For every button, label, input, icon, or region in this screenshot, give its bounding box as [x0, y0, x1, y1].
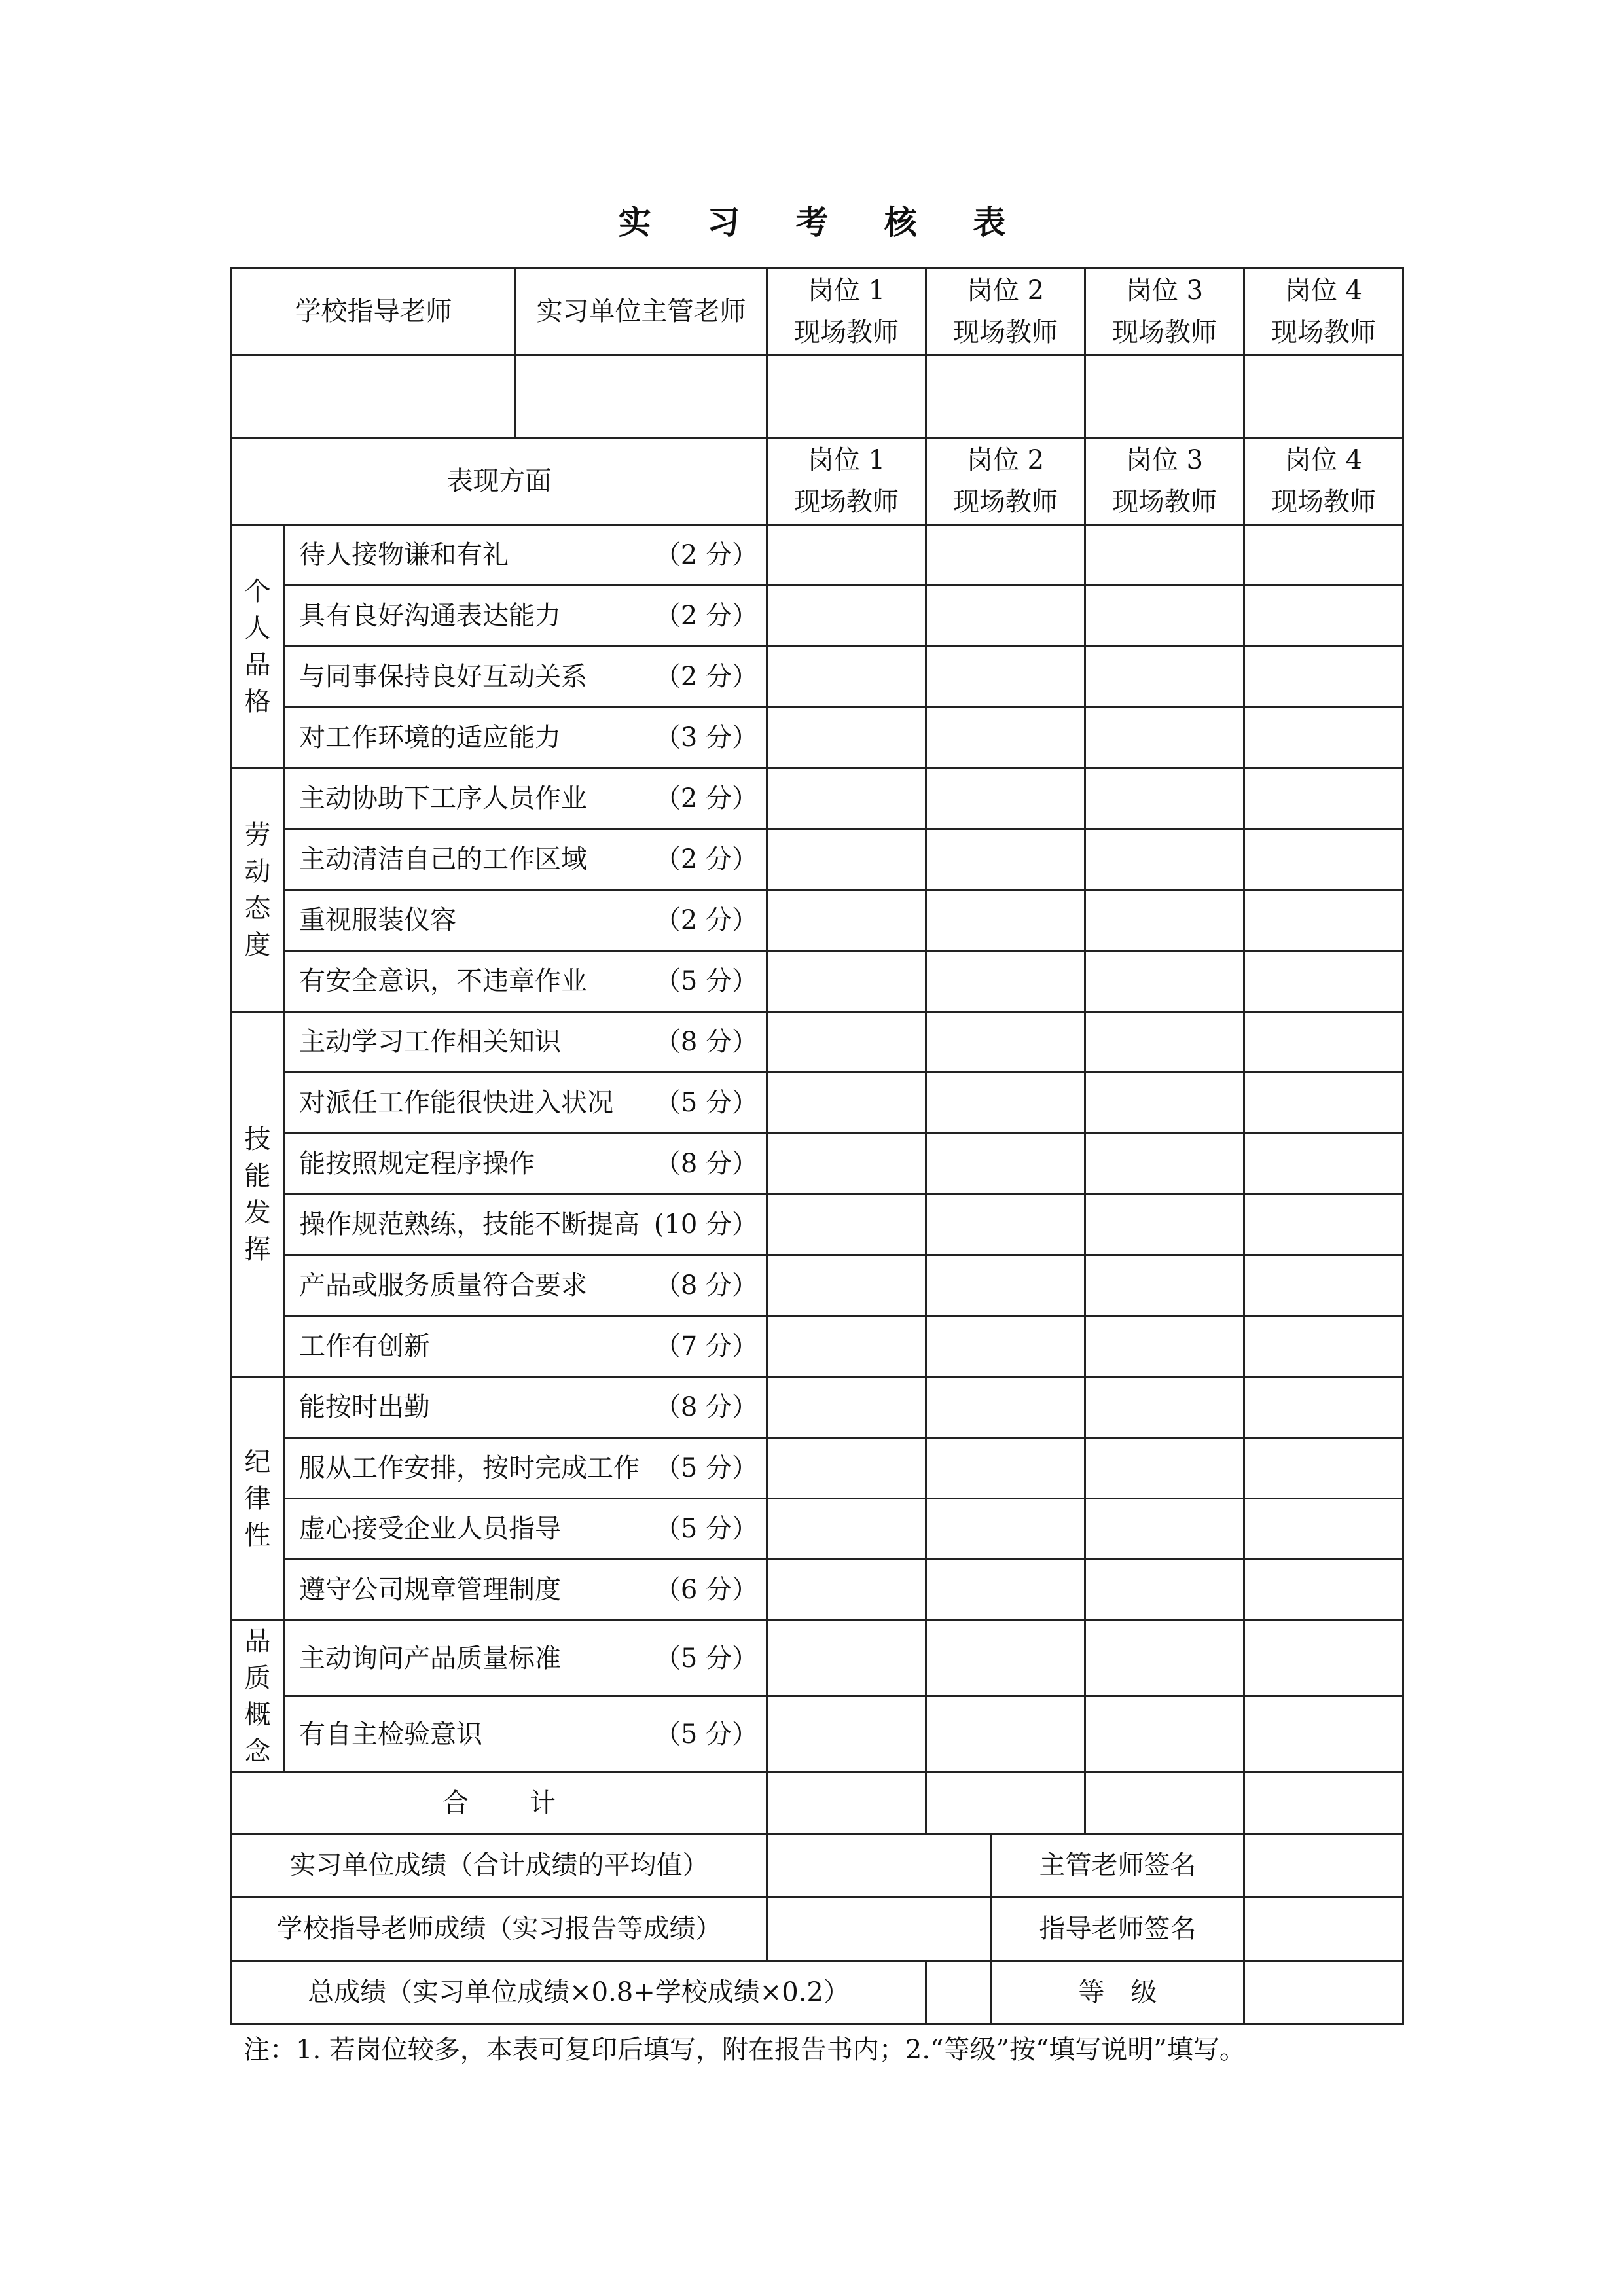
post-4-name-cell[interactable]	[1244, 355, 1403, 438]
score-cell-post-3[interactable]	[1085, 1377, 1244, 1438]
item-content	[285, 902, 766, 939]
item-label: 虚心接受企业人员指导	[299, 1514, 561, 1544]
item-content	[285, 537, 766, 573]
score-cell-post-4[interactable]	[1244, 1194, 1403, 1255]
score-cell-post-4[interactable]	[1244, 768, 1403, 829]
score-cell-post-1[interactable]	[767, 708, 926, 768]
item-row	[232, 647, 1403, 708]
grade-label: 等级	[992, 1961, 1244, 2024]
score-cell-post-3[interactable]	[1085, 1438, 1244, 1499]
item-cell	[284, 1316, 767, 1377]
item-points: （5 分）	[654, 1453, 758, 1483]
score-cell-post-3[interactable]	[1085, 768, 1244, 829]
score-cell-post-4[interactable]	[1244, 890, 1403, 951]
item-points: (10 分）	[653, 1210, 758, 1240]
item-row	[232, 525, 1403, 586]
item-points: （5 分）	[654, 1514, 758, 1544]
group-name-cell	[232, 1012, 284, 1377]
score-cell-post-3[interactable]	[1085, 525, 1244, 586]
item-cell	[284, 768, 767, 829]
item-content	[285, 1571, 766, 1608]
group-name-char: 品	[244, 649, 271, 680]
item-cell	[284, 1696, 767, 1772]
item-cell	[284, 1012, 767, 1073]
item-label: 遵守公司规章管理制度	[299, 1575, 561, 1605]
school-score-label: 学校指导老师成绩（实习报告等成绩）	[232, 1897, 767, 1961]
group-name-char: 性	[244, 1520, 271, 1551]
score-cell-post-4[interactable]	[1244, 1438, 1403, 1499]
footnote: 注：1. 若岗位较多，本表可复印后填写，附在报告书内；2.“等级”按“填写说明”填写。	[244, 2035, 1246, 2065]
score-cell-post-3[interactable]	[1085, 708, 1244, 768]
score-cell-post-3[interactable]	[1085, 890, 1244, 951]
school-teacher-header: 学校指导老师	[232, 268, 516, 355]
item-row	[232, 1073, 1403, 1134]
item-label: 与同事保持良好互动关系	[299, 662, 587, 692]
score-cell-post-4[interactable]	[1244, 1696, 1403, 1772]
item-row	[232, 1560, 1403, 1621]
score-cell-post-1[interactable]	[767, 647, 926, 708]
score-cell-post-4[interactable]	[1244, 1073, 1403, 1134]
score-cell-post-3[interactable]	[1085, 586, 1244, 647]
unit-score-label: 实习单位成绩（合计成绩的平均值）	[232, 1834, 767, 1897]
score-cell-post-2[interactable]	[926, 829, 1085, 890]
score-cell-post-1[interactable]	[767, 1012, 926, 1073]
group-name-cell	[232, 1377, 284, 1621]
teacher-sign-field[interactable]	[1244, 1897, 1403, 1961]
unit-teacher-name-cell[interactable]	[516, 355, 767, 438]
item-cell	[284, 708, 767, 768]
item-label: 主动学习工作相关知识	[299, 1027, 561, 1057]
item-cell	[284, 647, 767, 708]
score-cell-post-3[interactable]	[1085, 951, 1244, 1012]
score-cell-post-4[interactable]	[1244, 1377, 1403, 1438]
item-row	[232, 1696, 1403, 1772]
post-1-name-cell[interactable]	[767, 355, 926, 438]
score-cell-post-1[interactable]	[767, 1696, 926, 1772]
item-points: （2 分）	[654, 540, 758, 570]
score-cell-post-3[interactable]	[1085, 1255, 1244, 1316]
item-row	[232, 708, 1403, 768]
score-cell-post-2[interactable]	[926, 525, 1085, 586]
score-cell-post-4[interactable]	[1244, 1621, 1403, 1696]
final-score-label: 总成绩（实习单位成绩×0.8+学校成绩×0.2）	[232, 1961, 926, 2024]
item-label: 工作有创新	[299, 1331, 430, 1361]
total-cell-post-4[interactable]	[1244, 1772, 1403, 1834]
item-content	[285, 658, 766, 695]
score-cell-post-2[interactable]	[926, 1073, 1085, 1134]
group-name-char: 概	[244, 1699, 271, 1730]
score-cell-post-2[interactable]	[926, 647, 1085, 708]
group-name-char: 个	[244, 576, 271, 607]
item-label: 待人接物谦和有礼	[299, 540, 509, 570]
score-cell-post-4[interactable]	[1244, 829, 1403, 890]
score-cell-post-2[interactable]	[926, 1438, 1085, 1499]
score-cell-post-4[interactable]	[1244, 1560, 1403, 1621]
item-content	[285, 841, 766, 878]
item-content	[285, 1206, 766, 1243]
group-name-char: 品	[244, 1626, 271, 1657]
post-2-header: 岗位 2 现场教师	[926, 268, 1085, 355]
score-cell-post-2[interactable]	[926, 1621, 1085, 1696]
item-cell	[284, 1377, 767, 1438]
score-cell-post-1[interactable]	[767, 890, 926, 951]
supervisor-sign-field[interactable]	[1244, 1834, 1403, 1897]
item-points: （2 分）	[654, 844, 758, 874]
item-points: （5 分）	[654, 1719, 758, 1749]
score-cell-post-4[interactable]	[1244, 1012, 1403, 1073]
item-label: 服从工作安排，按时完成工作	[299, 1453, 640, 1483]
post-1-header: 岗位 1 现场教师	[767, 268, 926, 355]
school-score-value[interactable]	[767, 1897, 992, 1961]
score-cell-post-3[interactable]	[1085, 1621, 1244, 1696]
item-content	[285, 1640, 766, 1677]
score-cell-post-1[interactable]	[767, 1255, 926, 1316]
group-name-char: 格	[244, 686, 271, 717]
item-cell	[284, 1194, 767, 1255]
item-points: （7 分）	[654, 1331, 758, 1361]
total-cell-post-3[interactable]	[1085, 1772, 1244, 1834]
item-label: 主动协助下工序人员作业	[299, 783, 587, 814]
score-cell-post-4[interactable]	[1244, 647, 1403, 708]
score-cell-post-4[interactable]	[1244, 586, 1403, 647]
group-name-char: 发	[244, 1197, 271, 1228]
item-row	[232, 1377, 1403, 1438]
supervisor-sign-label: 主管老师签名	[992, 1834, 1244, 1897]
group-name-char: 态	[244, 893, 271, 924]
score-cell-post-4[interactable]	[1244, 525, 1403, 586]
score-cell-post-1[interactable]	[767, 1073, 926, 1134]
score-cell-post-1[interactable]	[767, 1499, 926, 1560]
item-row	[232, 1194, 1403, 1255]
item-points: （8 分）	[654, 1149, 758, 1179]
score-cell-post-3[interactable]	[1085, 829, 1244, 890]
score-cell-post-3[interactable]	[1085, 1134, 1244, 1194]
item-content	[285, 1450, 766, 1486]
total-cell-post-2[interactable]	[926, 1772, 1085, 1834]
item-row	[232, 890, 1403, 951]
item-content	[285, 1716, 766, 1753]
score-cell-post-2[interactable]	[926, 1377, 1085, 1438]
item-points: （8 分）	[654, 1027, 758, 1057]
score-cell-post-4[interactable]	[1244, 1134, 1403, 1194]
score-cell-post-4[interactable]	[1244, 1255, 1403, 1316]
item-label: 主动清洁自己的工作区域	[299, 844, 587, 874]
score-cell-post-4[interactable]	[1244, 1316, 1403, 1377]
item-cell	[284, 525, 767, 586]
group-name-char: 劳	[244, 819, 271, 850]
item-cell	[284, 1621, 767, 1696]
score-cell-post-1[interactable]	[767, 951, 926, 1012]
score-cell-post-3[interactable]	[1085, 1316, 1244, 1377]
group-name-char: 能	[244, 1160, 271, 1191]
item-content	[285, 1085, 766, 1121]
item-points: （5 分）	[654, 966, 758, 996]
item-points: （2 分）	[654, 783, 758, 814]
item-points: （2 分）	[654, 905, 758, 935]
post-1-header: 岗位 1 现场教师	[767, 438, 926, 525]
item-row	[232, 586, 1403, 647]
grade-field[interactable]	[1244, 1961, 1403, 2024]
score-cell-post-2[interactable]	[926, 890, 1085, 951]
item-cell	[284, 829, 767, 890]
item-label: 具有良好沟通表达能力	[299, 601, 561, 631]
item-label: 能按时出勤	[299, 1392, 430, 1422]
score-cell-post-4[interactable]	[1244, 708, 1403, 768]
item-row	[232, 1316, 1403, 1377]
item-row	[232, 1499, 1403, 1560]
group-name-char: 纪	[244, 1446, 271, 1477]
score-cell-post-2[interactable]	[926, 951, 1085, 1012]
summary-row	[232, 1834, 1403, 1897]
group-name-char: 念	[244, 1736, 271, 1767]
item-cell	[284, 1134, 767, 1194]
item-points: （3 分）	[654, 723, 758, 753]
score-cell-post-1[interactable]	[767, 1377, 926, 1438]
item-points: （2 分）	[654, 662, 758, 692]
school-teacher-name-cell[interactable]	[232, 355, 516, 438]
score-cell-post-2[interactable]	[926, 1696, 1085, 1772]
post-2-name-cell[interactable]	[926, 355, 1085, 438]
item-cell	[284, 586, 767, 647]
group-name-cell	[232, 1621, 284, 1772]
item-label: 对工作环境的适应能力	[299, 723, 561, 753]
score-cell-post-3[interactable]	[1085, 1012, 1244, 1073]
item-cell	[284, 1255, 767, 1316]
item-label: 主动询问产品质量标准	[299, 1643, 561, 1674]
item-content	[285, 1328, 766, 1365]
group-name-char: 技	[244, 1124, 271, 1155]
post-3-name-cell[interactable]	[1085, 355, 1244, 438]
score-cell-post-3[interactable]	[1085, 1073, 1244, 1134]
group-name-char: 律	[244, 1483, 271, 1514]
group-name-cell	[232, 768, 284, 1012]
score-cell-post-1[interactable]	[767, 525, 926, 586]
unit-teacher-header: 实习单位主管老师	[516, 268, 767, 355]
group-name-char: 动	[244, 856, 271, 887]
item-cell	[284, 1438, 767, 1499]
summary-row	[232, 1961, 1403, 2024]
item-points: （2 分）	[654, 601, 758, 631]
item-row	[232, 1255, 1403, 1316]
item-label: 有安全意识，不违章作业	[299, 966, 587, 996]
group-name-char: 挥	[244, 1234, 271, 1265]
score-cell-post-1[interactable]	[767, 586, 926, 647]
score-cell-post-1[interactable]	[767, 1438, 926, 1499]
item-row	[232, 1621, 1403, 1696]
item-content	[285, 719, 766, 756]
score-cell-post-3[interactable]	[1085, 1696, 1244, 1772]
score-cell-post-2[interactable]	[926, 1012, 1085, 1073]
final-score-value[interactable]	[926, 1961, 992, 2024]
score-cell-post-4[interactable]	[1244, 1499, 1403, 1560]
post-4-header: 岗位 4 现场教师	[1244, 268, 1403, 355]
summary-row	[232, 1897, 1403, 1961]
item-points: （6 分）	[654, 1575, 758, 1605]
item-points: （8 分）	[654, 1270, 758, 1300]
score-cell-post-2[interactable]	[926, 1499, 1085, 1560]
aspect-header: 表现方面	[232, 438, 767, 525]
item-content	[285, 963, 766, 999]
score-cell-post-1[interactable]	[767, 1134, 926, 1194]
group-name-char: 度	[244, 929, 271, 960]
score-cell-post-2[interactable]	[926, 1255, 1085, 1316]
post-2-header: 岗位 2 现场教师	[926, 438, 1085, 525]
item-content	[285, 1145, 766, 1182]
item-label: 操作规范熟练，技能不断提高	[299, 1210, 640, 1240]
item-label: 对派任工作能很快进入状况	[299, 1088, 613, 1118]
item-content	[285, 1389, 766, 1426]
score-cell-post-2[interactable]	[926, 1134, 1085, 1194]
item-row	[232, 951, 1403, 1012]
item-content	[285, 1511, 766, 1547]
page-title: 实 习 考 核 表	[618, 203, 1028, 242]
total-cell-post-1[interactable]	[767, 1772, 926, 1834]
group-name-char: 人	[244, 613, 271, 643]
score-cell-post-1[interactable]	[767, 1560, 926, 1621]
score-cell-post-1[interactable]	[767, 829, 926, 890]
score-cell-post-2[interactable]	[926, 1316, 1085, 1377]
item-content	[285, 598, 766, 634]
score-cell-post-1[interactable]	[767, 1316, 926, 1377]
item-label: 产品或服务质量符合要求	[299, 1270, 587, 1300]
item-content	[285, 1024, 766, 1060]
item-cell	[284, 1499, 767, 1560]
item-content	[285, 1267, 766, 1304]
score-cell-post-3[interactable]	[1085, 1194, 1244, 1255]
score-cell-post-1[interactable]	[767, 1621, 926, 1696]
item-label: 能按照规定程序操作	[299, 1149, 535, 1179]
score-cell-post-2[interactable]	[926, 586, 1085, 647]
score-cell-post-2[interactable]	[926, 1194, 1085, 1255]
teacher-sign-label: 指导老师签名	[992, 1897, 1244, 1961]
total-label: 合 计	[232, 1772, 767, 1834]
item-points: （8 分）	[654, 1392, 758, 1422]
item-content	[285, 780, 766, 817]
item-row	[232, 1134, 1403, 1194]
group-name-cell	[232, 525, 284, 768]
score-cell-post-2[interactable]	[926, 1560, 1085, 1621]
score-cell-post-2[interactable]	[926, 768, 1085, 829]
score-cell-post-3[interactable]	[1085, 647, 1244, 708]
score-cell-post-1[interactable]	[767, 1194, 926, 1255]
unit-score-value[interactable]	[767, 1834, 992, 1897]
item-points: （5 分）	[654, 1088, 758, 1118]
total-row	[232, 1772, 1403, 1834]
item-row	[232, 768, 1403, 829]
score-cell-post-2[interactable]	[926, 708, 1085, 768]
item-cell	[284, 1560, 767, 1621]
group-name-char: 质	[244, 1662, 271, 1693]
item-label: 有自主检验意识	[299, 1719, 482, 1749]
score-cell-post-1[interactable]	[767, 768, 926, 829]
score-cell-post-4[interactable]	[1244, 951, 1403, 1012]
score-cell-post-3[interactable]	[1085, 1499, 1244, 1560]
item-cell	[284, 951, 767, 1012]
item-row	[232, 829, 1403, 890]
item-label: 重视服装仪容	[299, 905, 456, 935]
post-3-header: 岗位 3 现场教师	[1085, 268, 1244, 355]
item-cell	[284, 890, 767, 951]
item-row	[232, 1438, 1403, 1499]
item-cell	[284, 1073, 767, 1134]
item-row	[232, 1012, 1403, 1073]
item-points: （5 分）	[654, 1643, 758, 1674]
score-cell-post-3[interactable]	[1085, 1560, 1244, 1621]
post-3-header: 岗位 3 现场教师	[1085, 438, 1244, 525]
assessment-table	[230, 267, 1404, 2025]
post-4-header: 岗位 4 现场教师	[1244, 438, 1403, 525]
